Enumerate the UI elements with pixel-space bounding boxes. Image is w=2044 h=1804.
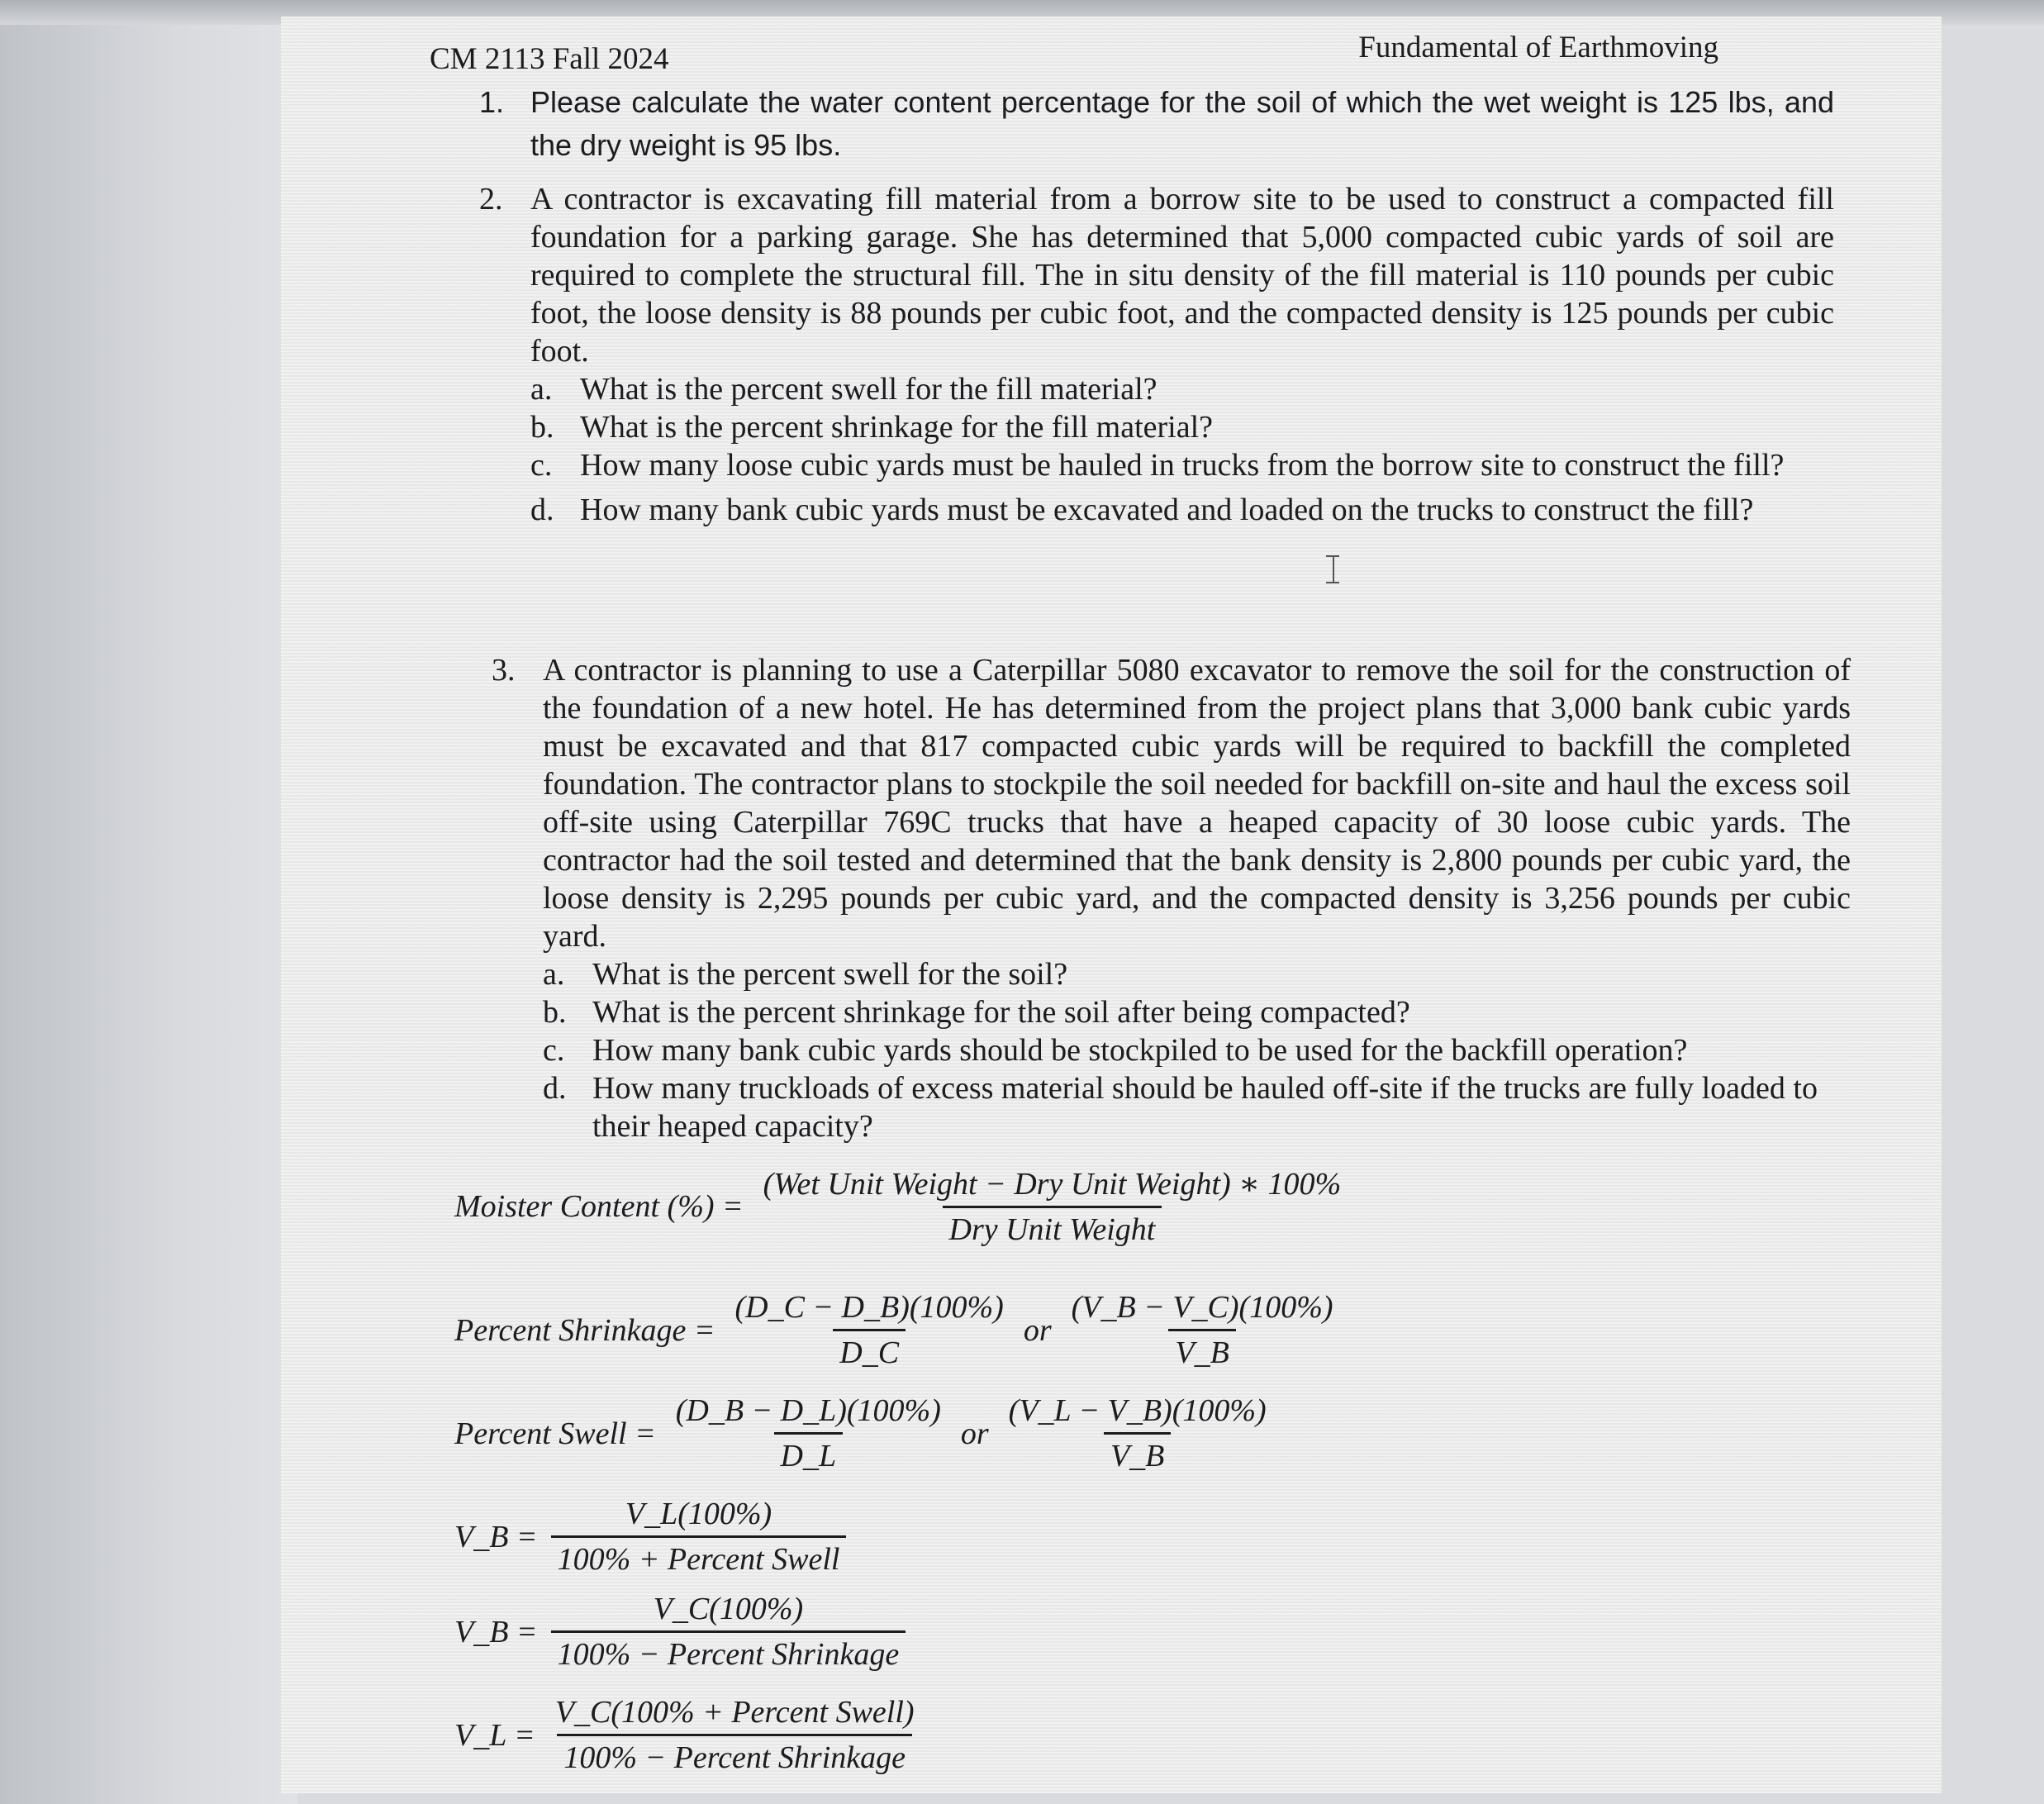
formula-lhs: Percent Swell = xyxy=(454,1416,656,1451)
question-text: A contractor is planning to use a Caterpillar 5080 excavator to remove the soil for the construction of the foundation of a new hotel. He has determined from the project plans that 3,000 bank cubic yards must be excavated and that 817 compacted cubic yards will be required to backfill the completed foundation. The contractor plans to stockpile the soil needed for backfill on-site and haul the excess soil off-site using Caterpillar 769C trucks that have a heaped capacity of 30 loose cubic yards. The contractor had the soil tested and determined that the bank density is 2,800 pounds per cubic yard, the loose density is 2,295 pounds per cubic yard, and the compacted density is 3,256 pounds per cubic yard. xyxy=(543,653,1851,954)
sub-text: What is the percent shrinkage for the fill material? xyxy=(580,410,1214,445)
formula-denominator: V_B xyxy=(1168,1329,1235,1371)
sub-label: b. xyxy=(543,995,567,1030)
sub-label: b. xyxy=(530,410,554,445)
question-number: 3. xyxy=(492,653,516,688)
question-1 xyxy=(479,81,1834,167)
sub-question-a xyxy=(543,955,1851,993)
sub-label: c. xyxy=(543,1033,565,1068)
sub-question-b xyxy=(543,993,1851,1031)
sub-label: c. xyxy=(530,448,553,483)
formula-lhs: V_B = xyxy=(454,1614,538,1649)
sub-question-a xyxy=(530,370,1834,408)
sub-question-d xyxy=(530,491,1834,529)
formula-denominator: V_B xyxy=(1104,1432,1171,1474)
question-2 xyxy=(479,180,1834,529)
formula-fraction xyxy=(757,1165,1348,1248)
sub-question-list xyxy=(543,955,1851,1145)
formula-lhs: V_B = xyxy=(454,1519,538,1554)
formula-denominator: Dry Unit Weight xyxy=(943,1206,1162,1248)
sub-question-c xyxy=(543,1031,1851,1069)
screen-bezel-left xyxy=(0,0,297,1804)
sub-text: What is the percent swell for the fill material? xyxy=(580,372,1157,407)
formula-or: or xyxy=(1023,1312,1052,1348)
course-label: CM 2113 Fall 2024 xyxy=(430,42,669,76)
formula-numerator: V_L(100%) xyxy=(625,1497,772,1531)
formula-sheet xyxy=(454,1165,1611,1793)
formula-denominator: D_L xyxy=(774,1432,844,1474)
formula-numerator: V_C(100% + Percent Swell) xyxy=(554,1695,915,1730)
formula-fraction xyxy=(1065,1289,1340,1371)
sub-label: a. xyxy=(530,372,553,407)
sub-text: How many bank cubic yards must be excavated and loaded on the trucks to construct the fill? xyxy=(580,493,1754,527)
formula-numerator: (Wet Unit Weight − Dry Unit Weight) ∗ 100% xyxy=(763,1167,1342,1202)
formula-fraction xyxy=(551,1496,847,1578)
formula-bank-volume-from-swell xyxy=(454,1496,851,1578)
formula-percent-swell xyxy=(454,1392,1278,1474)
question-text: Please calculate the water content percentage for the soil of which the wet weight is 125 lbs, and the dry weight is 95 lbs. xyxy=(530,85,1834,162)
question-text: A contractor is excavating fill material from a borrow site to be used to construct a compacted fill foundation for a parking garage. She has determined that 5,000 compacted cubic yards of soil are required to complete the structural fill. The in situ density of the fill material is 110 pounds per cubic foot, the loose density is 88 pounds per cubic foot, and the compacted density is 125 pounds per cubic foot. xyxy=(530,182,1834,369)
question-3 xyxy=(492,651,1851,1145)
formula-numerator: (D_C − D_B)(100%) xyxy=(734,1290,1004,1325)
formula-denominator: 100% + Percent Swell xyxy=(551,1535,847,1578)
formula-denominator: 100% − Percent Shrinkage xyxy=(551,1630,906,1673)
sub-text: How many bank cubic yards should be stockpiled to be used for the backfill operation? xyxy=(592,1033,1688,1068)
sub-question-d xyxy=(543,1069,1851,1145)
text-cursor-icon xyxy=(1332,555,1335,583)
sub-question-c xyxy=(530,446,1834,484)
sub-text: How many loose cubic yards must be hauled in trucks from the borrow site to construct the fill? xyxy=(580,448,1785,483)
formula-numerator: (D_B − D_L)(100%) xyxy=(675,1393,941,1428)
formula-loose-volume xyxy=(454,1694,926,1776)
formula-or: or xyxy=(960,1416,989,1451)
formula-denominator: D_C xyxy=(833,1329,906,1371)
formula-moisture-content xyxy=(454,1165,1352,1248)
topic-label: Fundamental of Earthmoving xyxy=(1358,31,1718,64)
sub-label: a. xyxy=(543,957,565,992)
question-number: 2. xyxy=(479,182,503,217)
formula-numerator: (V_L − V_B)(100%) xyxy=(1008,1393,1267,1428)
document-page xyxy=(281,17,1942,1793)
formula-fraction xyxy=(669,1392,948,1474)
formula-numerator: V_C(100%) xyxy=(653,1592,804,1626)
formula-fraction xyxy=(551,1591,906,1673)
formula-percent-shrinkage xyxy=(454,1289,1345,1371)
formula-lhs: Moister Content (%) = xyxy=(454,1189,744,1224)
formula-bank-volume-from-shrinkage xyxy=(454,1591,910,1673)
formula-lhs: Percent Shrinkage = xyxy=(454,1312,715,1348)
sub-label: d. xyxy=(543,1071,567,1106)
formula-fraction xyxy=(728,1289,1010,1371)
question-number: 1. xyxy=(479,85,505,119)
formula-denominator: 100% − Percent Shrinkage xyxy=(557,1734,912,1776)
formula-numerator: (V_B − V_C)(100%) xyxy=(1071,1290,1333,1325)
sub-question-list xyxy=(530,370,1834,529)
sub-label: d. xyxy=(530,493,554,527)
sub-text: What is the percent shrinkage for the soil after being compacted? xyxy=(592,995,1410,1030)
sub-text: What is the percent swell for the soil? xyxy=(592,957,1068,992)
sub-question-b xyxy=(530,408,1834,446)
formula-lhs: V_L = xyxy=(454,1717,535,1753)
formula-fraction xyxy=(549,1694,921,1776)
formula-fraction xyxy=(1002,1392,1273,1474)
page-header xyxy=(430,30,1718,76)
sub-text: How many truckloads of excess material should be hauled off-site if the trucks are fully loaded to their heaped capacity? xyxy=(592,1071,1818,1144)
